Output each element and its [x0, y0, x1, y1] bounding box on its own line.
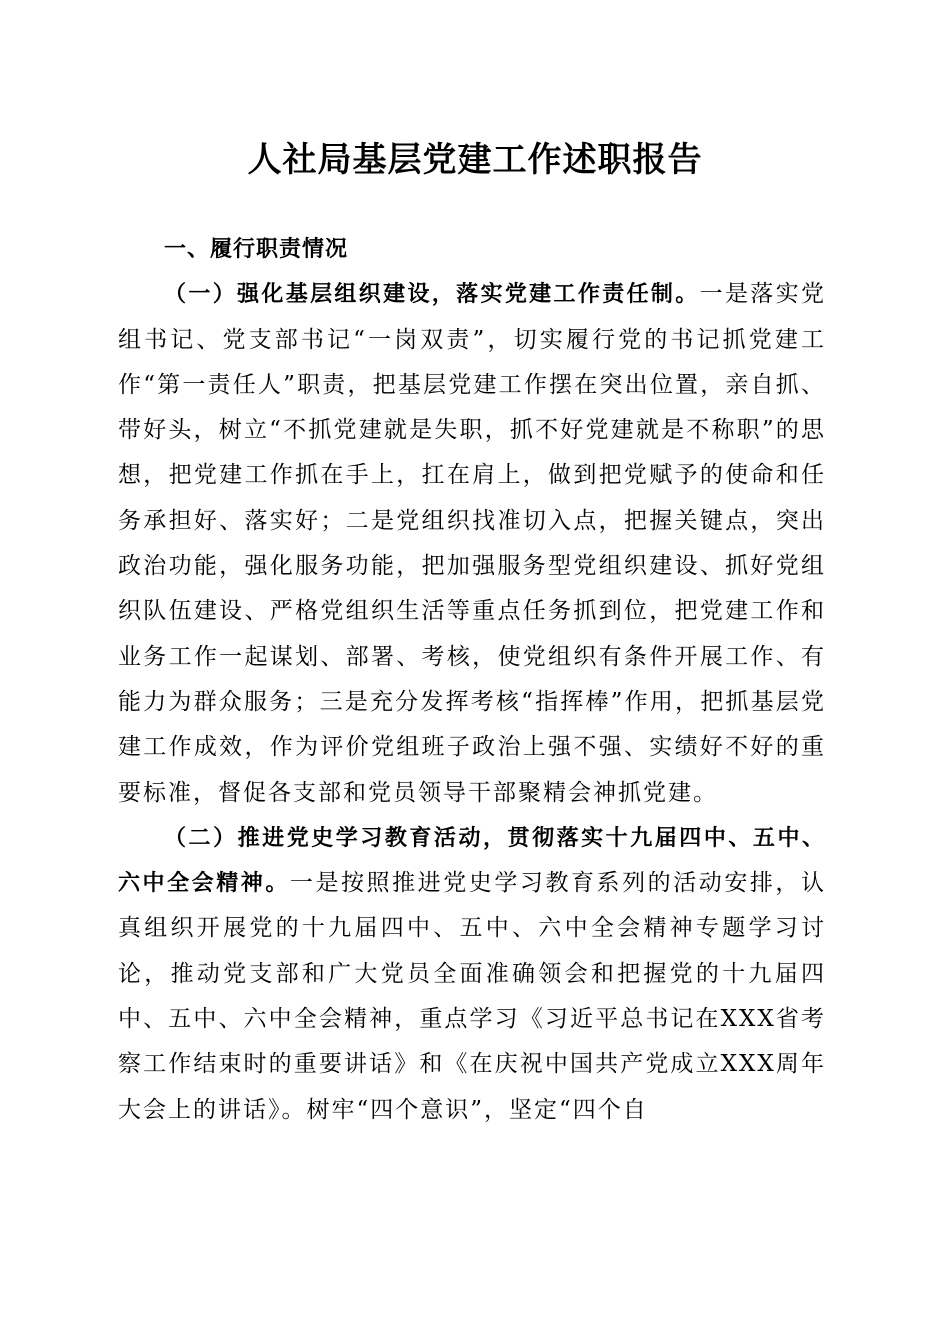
document-title: 人社局基层党建工作述职报告 — [247, 140, 703, 180]
paragraph-2-lead: （二）推进党史学习教育活动，贯彻落实十九届四中、五中、六中全会精神。 — [118, 825, 826, 897]
paragraph-2 — [118, 816, 826, 1133]
paragraph-2-body: 一是按照推进党史学习教育系列的活动安排，认真组织开展党的十九届四中、五中、六中全会精神专题学习讨论，推动党支部和广大党员全面准确领会和把握党的十九届四中、五中、六中全会精神，重点学习《习近平总书记在XXX省考察工作结束时的重要讲话》和《在庆祝中国共产党成立XXX周年大会上的讲话》。树牢“四个意识”，坚定“四个自 — [118, 870, 826, 1123]
paragraph-1 — [118, 272, 826, 816]
paragraph-1-lead: （一）强化基层组织建设，落实党建工作责任制。 — [164, 282, 700, 308]
paragraph-1-body: 一是落实党组书记、党支部书记“一岗双责”，切实履行党的书记抓党建工作“第一责任人”职责，把基层党建工作摆在突出位置，亲自抓、带好头，树立“不抓党建就是失职，抓不好党建就是不称职”的思想，把党建工作抓在手上，扛在肩上，做到把党赋予的使命和任务承担好、落实好；二是党组织找准切入点，把握关键点，突出政治功能，强化服务功能，把加强服务型党组织建设、抓好党组织队伍建设、严格党组织生活等重点任务抓到位，把党建工作和业务工作一起谋划、部署、考核，使党组织有条件开展工作、有能力为群众服务；三是充分发挥考核“指挥棒”作用，把抓基层党建工作成效，作为评价党组班子政治上强不强、实绩好不好的重要标准，督促各支部和党员领导干部聚精会神抓党建。 — [118, 281, 826, 806]
section-heading: 一、履行职责情况 — [164, 237, 349, 262]
document-body — [118, 227, 826, 1133]
